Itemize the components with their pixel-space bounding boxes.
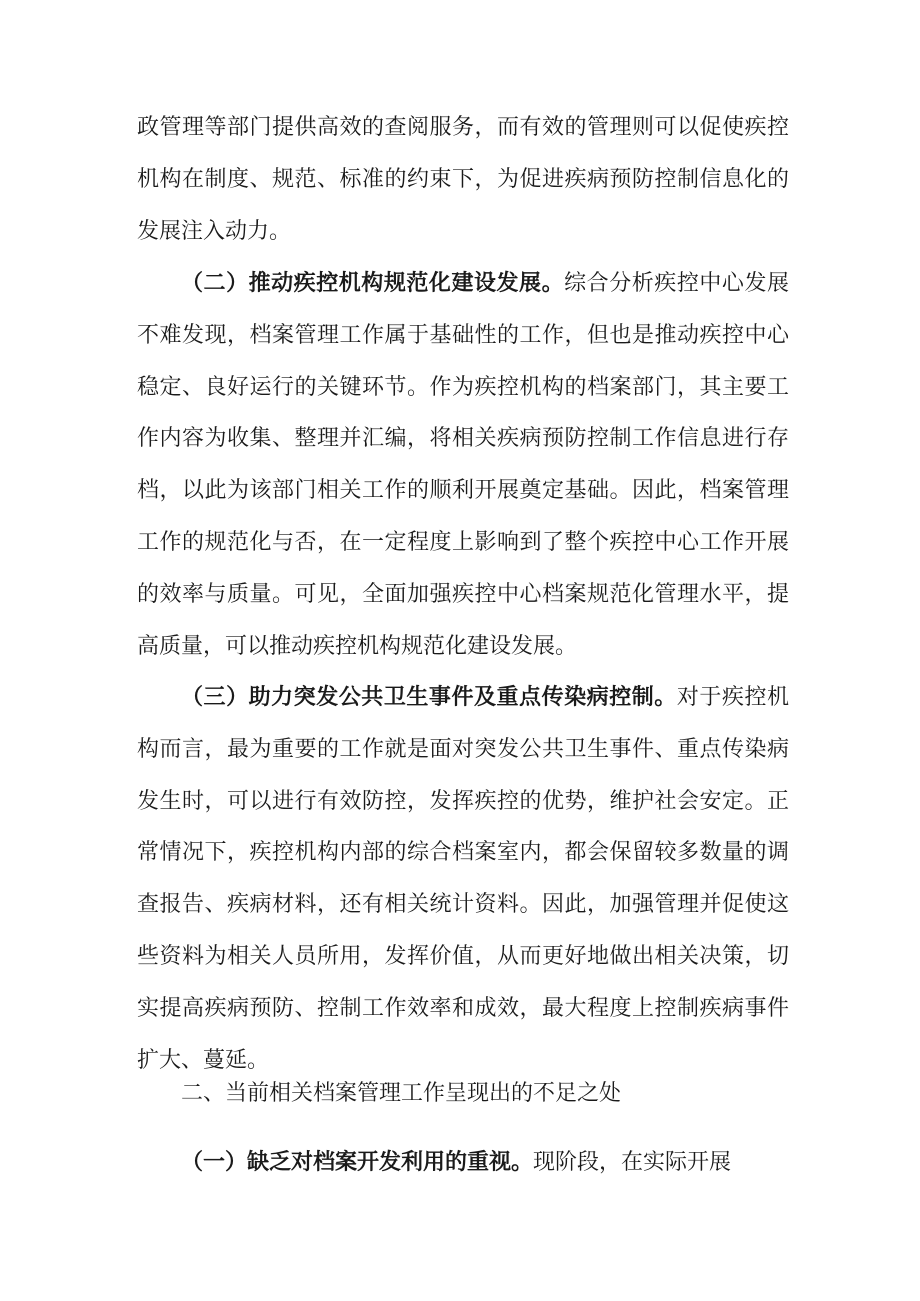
paragraph-section-3 <box>137 672 789 1086</box>
section-title-3: （三）助力突发公共卫生事件及重点传染病控制。 <box>181 684 677 710</box>
paragraph-text: 现阶段，在实际开展 <box>533 1150 732 1175</box>
paragraph-text: 政管理等部门提供高效的查阅服务，而有效的管理则可以促使疾控机构在制度、规范、标准的约束下，为促进疾病预防控制信息化的发展注入动力。 <box>137 115 789 244</box>
chapter-heading: 二、当前相关档案管理工作呈现出的不足之处 <box>181 1081 622 1106</box>
section-title-2: （二）推动疾控机构规范化建设发展。 <box>181 270 565 296</box>
paragraph-text: 综合分析疾控中心发展不难发现，档案管理工作属于基础性的工作，但也是推动疾控中心稳定、良好运行的关键环节。作为疾控机构的档案部门，其主要工作内容为收集、整理并汇编，将相关疾病预防控制工作信息进行存档，以此为该部门相关工作的顺利开展奠定基础。因此，档案管理工作的规范化与否，在一定程度上影响到了整个疾控中心工作开展的效率与质量。可见，全面加强疾控中心档案规范化管理水平，提高质量，可以推动疾控机构规范化建设发展。 <box>137 271 789 659</box>
paragraph-continuation <box>137 102 789 257</box>
paragraph-text: 对于疾控机构而言，最为重要的工作就是面对突发公共卫生事件、重点传染病发生时，可以进行有效防控，发挥疾控的优势，维护社会安定。正常情况下，疾控机构内部的综合档案室内，都会保留较多数量的调查报告、疾病材料，还有相关统计资料。因此，加强管理并促使这些资料为相关人员所用，发挥价值，从而更好地做出相关决策，切实提高疾病预防、控制工作效率和成效，最大程度上控制疾病事件扩大、蔓延。 <box>137 685 789 1073</box>
paragraph-section-2 <box>137 258 789 672</box>
paragraph-subsection-1 <box>137 1137 789 1189</box>
subsection-title-1: （一）缺乏对档案开发利用的重视。 <box>181 1149 534 1175</box>
